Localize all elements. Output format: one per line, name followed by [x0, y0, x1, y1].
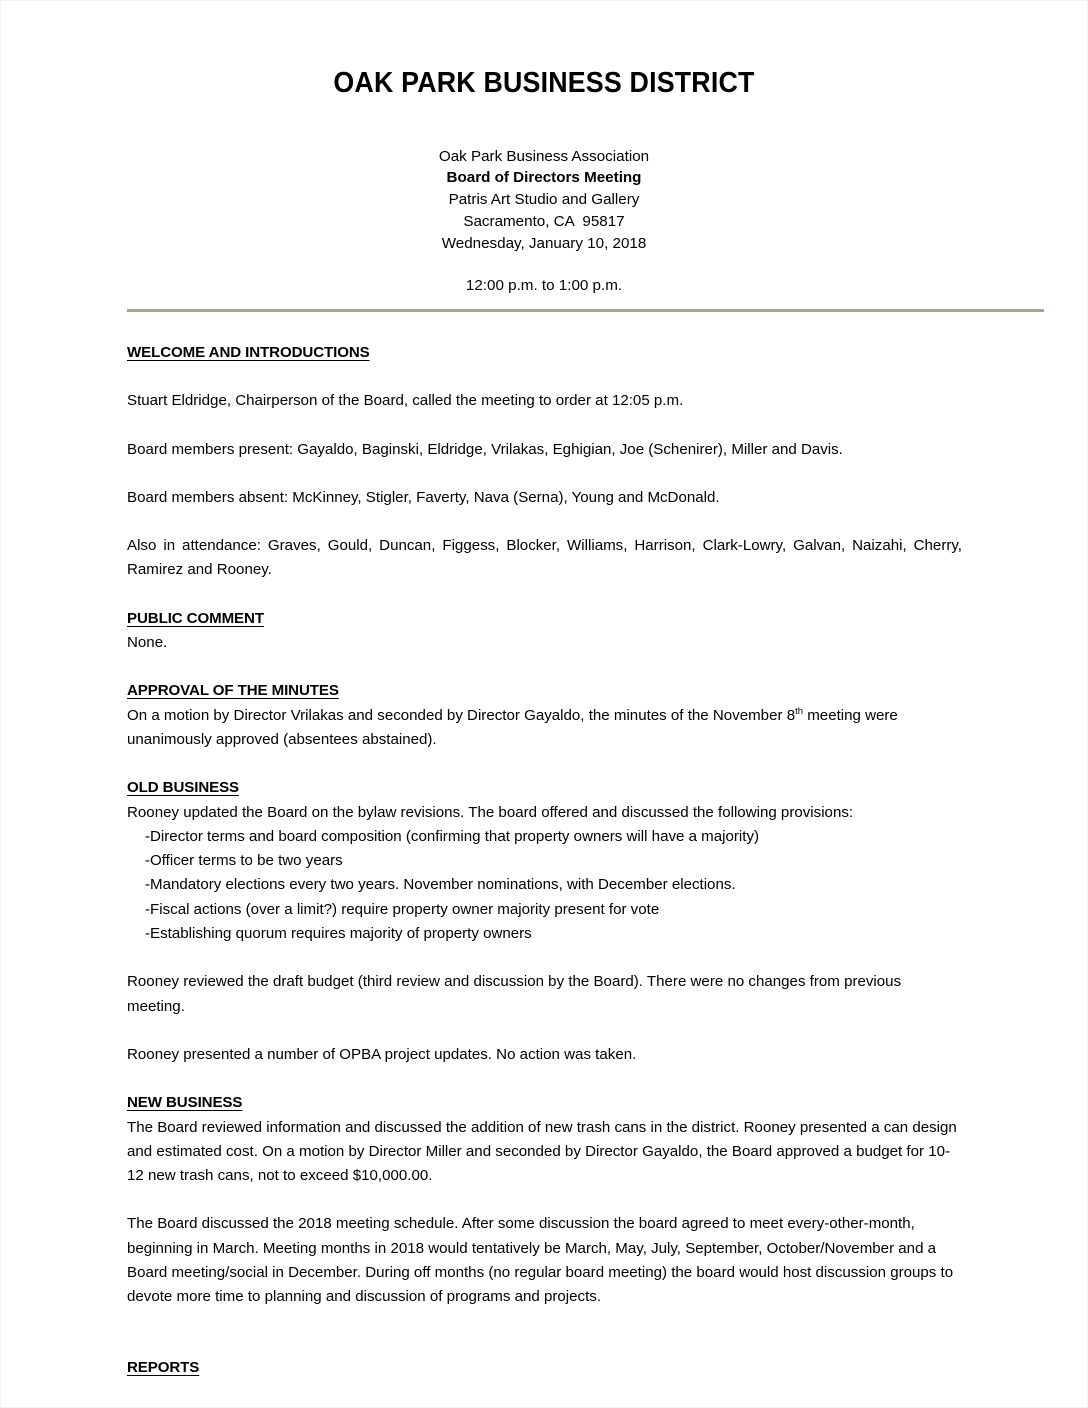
paragraph-trash-cans: The Board reviewed information and discussed the addition of new trash cans in the district. Rooney presented a can design and estimated cost. On a motion by Director Miller and seconded by Director Gayaldo, the Board approved a budget for 10-12 new trash cans, not to exceed $10,000.00.: [127, 1118, 957, 1185]
list-item: -Mandatory elections every two years. November nominations, with December elections.: [145, 876, 736, 894]
spacer: [127, 946, 962, 970]
section-heading-approval-of-minutes: APPROVAL OF THE MINUTES: [127, 682, 339, 700]
document-body: [127, 341, 962, 1380]
section-heading-welcome: WELCOME AND INTRODUCTIONS: [127, 344, 370, 361]
list-item: -Officer terms to be two years: [145, 852, 343, 870]
approval-text-after-ordinal: meeting were unanimously approved (absentees abstained).: [127, 706, 898, 748]
section-heading-new-business: NEW BUSINESS: [127, 1094, 243, 1112]
paragraph-draft-budget: Rooney reviewed the draft budget (third review and discussion by the Board). There were no changes from previous meeting.: [127, 973, 902, 1015]
spacer: [127, 1067, 962, 1091]
spacer: [127, 1310, 962, 1356]
paragraph-members-absent: Board members absent: McKinney, Stigler, Faverty, Nava (Serna), Young and McDonald.: [127, 488, 720, 506]
list-item: -Fiscal actions (over a limit?) require property owner majority present for vote: [145, 900, 660, 918]
spacer: [127, 583, 962, 607]
paragraph-meeting-schedule: The Board discussed the 2018 meeting schedule. After some discussion the board agreed to meet every-other-month, beginning in March. Meeting months in 2018 would tentatively be March, May, July, September, October/November and a Board meeting/social in December. During off months (no regular board meeting) the board would host discussion groups to devote more time to planning and discussion of programs and projects.: [127, 1215, 954, 1306]
section-heading-old-business: OLD BUSINESS: [127, 779, 240, 797]
paragraph-bylaw-intro: Rooney updated the Board on the bylaw revisions. The board offered and discussed the following provisions:: [127, 803, 854, 821]
approval-text-before-ordinal: On a motion by Director Vrilakas and seconded by Director Gayaldo, the minutes of the November 8: [127, 706, 796, 724]
list-item: -Director terms and board composition (confirming that property owners will have a majority): [145, 827, 760, 845]
section-heading-reports: REPORTS: [127, 1358, 200, 1376]
list-bylaw-provisions: [127, 825, 962, 946]
paragraph-call-to-order: Stuart Eldridge, Chairperson of the Board, called the meeting to order at 12:05 p.m.: [127, 392, 684, 410]
section-heading-public-comment: PUBLIC COMMENT: [127, 609, 264, 627]
spacer: [127, 655, 962, 679]
spacer: [127, 1188, 962, 1212]
header-divider-rule: [127, 309, 1044, 312]
paragraph-project-updates: Rooney presented a number of OPBA project updates. No action was taken.: [127, 1045, 637, 1063]
page-title: OAK PARK BUSINESS DISTRICT: [333, 67, 755, 99]
list-item: -Establishing quorum requires majority of property owners: [145, 925, 532, 943]
paragraph-members-present: Board members present: Gayaldo, Baginski, Eldridge, Vrilakas, Eghigian, Joe (Schenirer), Miller and Davis.: [127, 440, 843, 458]
header-spacer: [1, 254, 1087, 275]
venue-name: Patris Art Studio and Gallery: [448, 191, 640, 209]
paragraph-approval-of-minutes: [127, 704, 962, 753]
meeting-time: 12:00 p.m. to 1:00 p.m.: [465, 277, 623, 295]
spacer: [127, 462, 962, 486]
meeting-header-block: [1, 146, 1087, 297]
venue-city-state-zip: Sacramento, CA 95817: [463, 212, 625, 230]
spacer: [127, 510, 962, 534]
meeting-date: Wednesday, January 10, 2018: [441, 234, 647, 252]
spacer: [127, 1019, 962, 1043]
paragraph-public-comment: None.: [127, 634, 168, 652]
spacer: [127, 752, 962, 776]
ordinal-suffix: th: [795, 705, 804, 717]
meeting-type: Board of Directors Meeting: [446, 169, 642, 187]
spacer: [127, 365, 962, 389]
spacer: [127, 414, 962, 438]
paragraph-also-in-attendance: Also in attendance: Graves, Gould, Duncan, Figgess, Blocker, Williams, Harrison, Clark-Lowry, Galvan, Naizahi, Cherry, Ramirez and Rooney.: [127, 537, 962, 579]
organization-name: Oak Park Business Association: [438, 147, 650, 165]
